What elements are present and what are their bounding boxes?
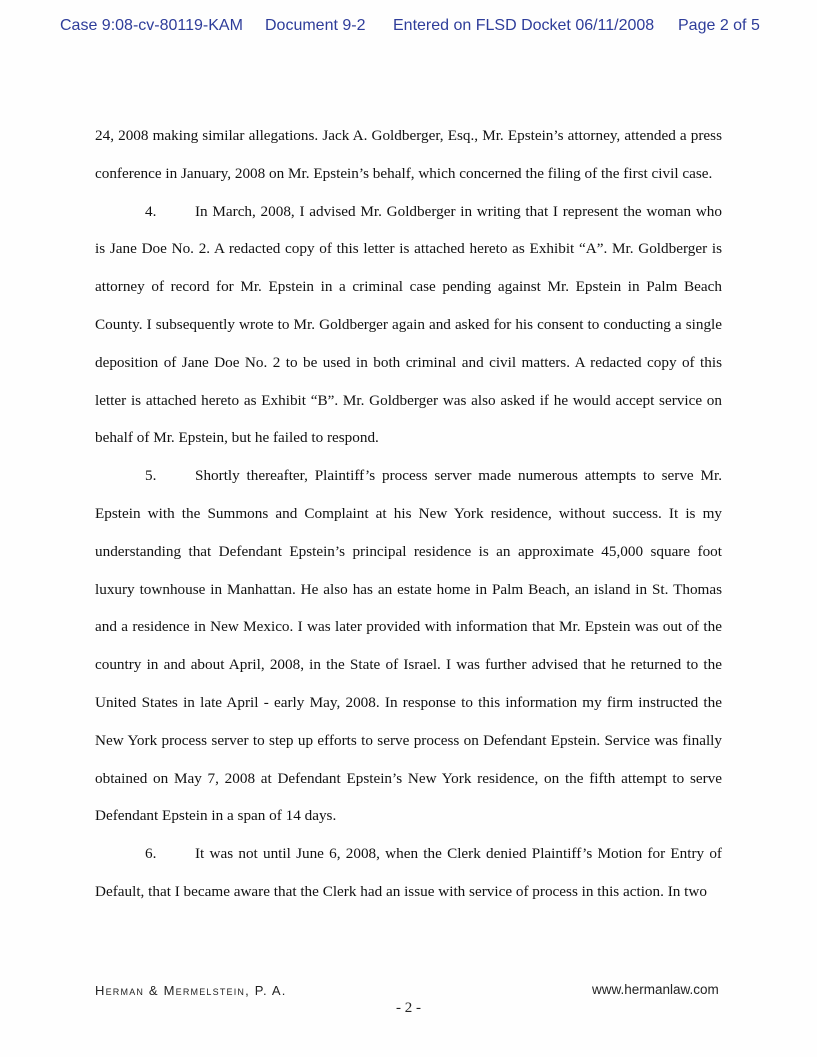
paragraph-5-text: Shortly thereafter, Plaintiff’s process server made numerous attempts to serve Mr. Epstein with the Summons and Complaint at his New York residence, without success. It is my understanding that Defendant Epstein’s principal residence is an approximate 45,000 square foot luxury townhouse in Manhattan. He also has an estate home in Palm Beach, an island in St. Thomas and a residence in New Mexico. I was later provided with information that Mr. Epstein was out of the country in and about April, 2008, in the State of Israel. I was further advised that he returned to the United States in late April - early May, 2008. In response to this information my firm instructed the New York process server to step up efforts to serve process on Defendant Epstein. Service was finally obtained on May 7, 2008 at Defendant Epstein’s New York residence, on the fifth attempt to serve Defendant Epstein in a span of 14 days. <box>95 467 722 825</box>
paragraph-6 <box>95 835 722 911</box>
paragraph-4-text: In March, 2008, I advised Mr. Goldberger in writing that I represent the woman who is Jane Doe No. 2. A redacted copy of this letter is attached hereto as Exhibit “A”. Mr. Goldberger is attorney of record for Mr. Epstein in a criminal case pending against Mr. Epstein in Palm Beach County. I subsequently wrote to Mr. Goldberger again and asked for his consent to conducting a single deposition of Jane Doe No. 2 to be used in both criminal and civil matters. A redacted copy of this letter is attached hereto as Exhibit “B”. Mr. Goldberger was also asked if he would accept service on behalf of Mr. Epstein, but he failed to respond. <box>95 202 722 447</box>
paragraph-5-number: 5. <box>145 467 157 485</box>
document-body <box>95 117 722 911</box>
paragraph-4 <box>95 193 722 458</box>
stamp-case-number: Case 9:08-cv-80119-KAM <box>60 17 243 34</box>
paragraph-6-text: It was not until June 6, 2008, when the Clerk denied Plaintiff’s Motion for Entry of Default, that I became aware that the Clerk had an issue with service of process in this action. In two <box>95 845 722 900</box>
paragraph-4-number: 4. <box>145 202 157 220</box>
stamp-document-number: Document 9-2 <box>265 17 366 34</box>
paragraph-continued: 24, 2008 making similar allegations. Jack A. Goldberger, Esq., Mr. Epstein’s attorney, attended a press conference in January, 2008 on Mr. Epstein’s behalf, which concerned the filing of the first civil case. <box>95 127 722 182</box>
stamp-entered-date: Entered on FLSD Docket 06/11/2008 <box>393 17 655 34</box>
page-number: - 2 - <box>396 1000 421 1016</box>
stamp-page-count: Page 2 of 5 <box>678 17 760 34</box>
footer-firm-name: Herman & Mermelstein, P. A. <box>95 983 287 998</box>
paragraph-5 <box>95 457 722 835</box>
docket-header-stamp <box>0 17 817 41</box>
paragraph-6-number: 6. <box>145 845 157 863</box>
footer-website: www.hermanlaw.com <box>592 982 719 997</box>
